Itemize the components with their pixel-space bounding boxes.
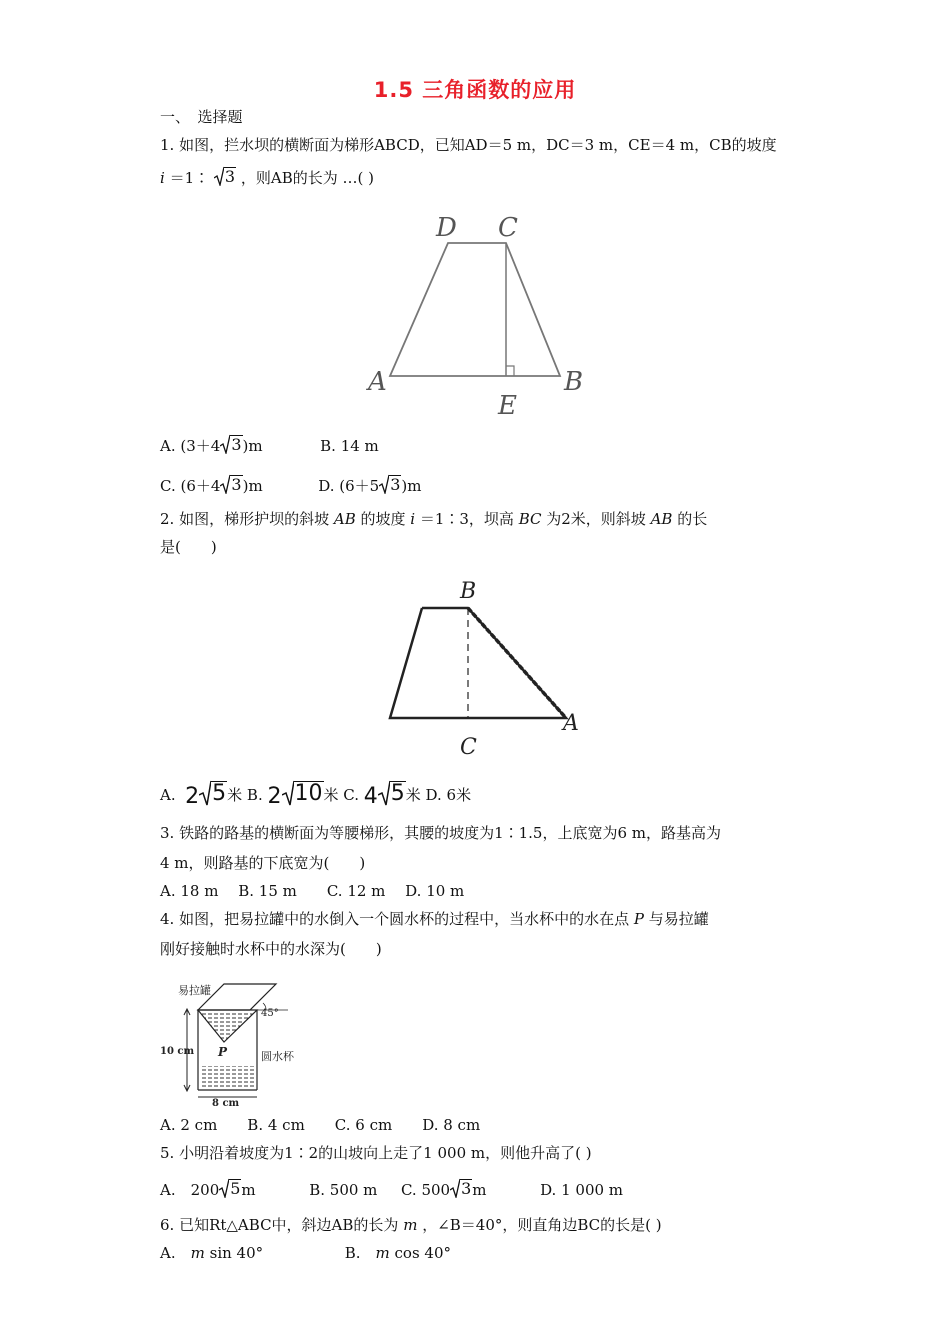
q1-trapezoid-figure <box>362 206 592 424</box>
right-angle-icon <box>506 366 514 376</box>
q2-option-b[interactable]: 2 10 米 C. <box>267 781 359 809</box>
q1-label-d: D <box>436 213 457 243</box>
q2-label-c: C <box>460 735 477 760</box>
radical-sign-icon <box>199 780 211 806</box>
q2-dam-figure <box>380 568 580 760</box>
q4-can-cup-figure <box>160 972 310 1108</box>
q5-stem: 5. 小明沿着坡度为1∶2的山坡向上走了1 000 m，则他升高了( ) <box>160 1144 592 1162</box>
q4-label-can: 易拉罐 <box>178 984 211 997</box>
q1-label-e: E <box>498 391 517 421</box>
q1-ratio: ＝1∶ <box>169 169 210 187</box>
q1-label-b: B <box>564 367 584 397</box>
q4-label-p: P <box>218 1045 228 1059</box>
q2-stem-line2: 是( ) <box>160 538 217 556</box>
q2-option-a[interactable]: A. 2 5 米 B. <box>160 781 263 809</box>
radical-sign-icon <box>220 474 230 494</box>
q4-label-width: 8 cm <box>212 1098 240 1108</box>
q1-stem-line1: 1. 如图，拦水坝的横断面为梯形ABCD，已知AD＝5 m，DC＝3 m，CE＝4 m，CB的坡度 <box>160 136 777 154</box>
q2-stem-line1: 2. 如图，梯形护坝的斜坡 AB 的坡度 i ＝1∶3，坝高 BC 为2米，则斜坡 AB 的长 <box>160 510 708 528</box>
q2-options <box>160 780 471 809</box>
q5-option-c[interactable]: C. 500 3 m <box>400 1179 487 1199</box>
q6-options <box>160 1242 451 1263</box>
q1-label-c: C <box>498 213 518 243</box>
radical-sign-icon <box>282 780 294 806</box>
page-title: 1.5 三角函数的应用 <box>373 78 577 102</box>
q5-option-b[interactable]: B. 500 m <box>309 1181 378 1199</box>
radical-sign-icon <box>378 780 390 806</box>
q4-options[interactable]: A. 2 cm B. 4 cm C. 6 cm D. 8 cm <box>160 1116 481 1134</box>
q4-label-angle: 45° <box>261 1008 279 1019</box>
radical-sign-icon <box>220 434 230 454</box>
q3-options[interactable]: A. 18 m B. 15 m C. 12 m D. 10 m <box>160 882 465 900</box>
q4-label-cup: 圆水杯 <box>261 1050 294 1063</box>
q5-options <box>160 1178 623 1200</box>
q1-options-row1 <box>160 434 379 456</box>
q1-option-a[interactable]: A. (3＋4 3 )m <box>160 435 263 455</box>
radical-sign-icon <box>219 1178 229 1198</box>
q2-label-b: B <box>460 579 477 604</box>
radical-sign-icon <box>450 1178 460 1198</box>
q6-stem: 6. 已知Rt△ABC中，斜边AB的长为 m ，∠B＝40°，则直角边BC的长是( ) <box>160 1216 662 1234</box>
q1-label-a: A <box>368 367 387 397</box>
q2-label-a: A <box>563 711 579 736</box>
q1-option-b[interactable]: B. 14 m <box>320 437 379 455</box>
q6-option-a[interactable]: A. m sin 40° <box>160 1244 264 1262</box>
q1-sqrt: 3 <box>214 166 236 186</box>
q2-trapezoid <box>390 608 566 718</box>
q1-tail: ，则AB的长为 …( ) <box>240 169 374 187</box>
q1-option-d[interactable]: D. (6＋5 3 )m <box>318 475 422 495</box>
section-heading: 一、 选择题 <box>160 108 243 126</box>
q3-stem-line1: 3. 铁路的路基的横断面为等腰梯形，其腰的坡度为1∶1.5，上底宽为6 m，路基高为 <box>160 824 722 842</box>
q4-stem-line2: 刚好接触时水杯中的水深为( ) <box>160 940 382 958</box>
radical-sign-icon <box>214 166 224 186</box>
q1-stem-line2 <box>160 166 374 188</box>
q4-cup-water <box>202 1066 256 1090</box>
q4-label-height: 10 cm <box>160 1046 195 1057</box>
q1-i-symbol: i <box>160 169 165 187</box>
q2-option-c[interactable]: 4 5 米 D. 6米 <box>363 781 472 809</box>
q5-option-d[interactable]: D. 1 000 m <box>540 1181 624 1199</box>
q3-stem-line2: 4 m，则路基的下底宽为( ) <box>160 854 366 872</box>
q5-option-a[interactable]: A. 200 5 m <box>160 1179 256 1199</box>
q4-can-water <box>198 1010 257 1042</box>
q6-option-b[interactable]: B. m cos 40° <box>344 1244 451 1262</box>
q1-trapezoid <box>390 243 560 376</box>
q1-options-row2 <box>160 474 421 496</box>
q4-stem-line1: 4. 如图，把易拉罐中的水倒入一个圆水杯的过程中，当水杯中的水在点 P 与易拉罐 <box>160 910 709 928</box>
q1-option-c[interactable]: C. (6＋4 3 )m <box>160 475 263 495</box>
radical-sign-icon <box>379 474 389 494</box>
